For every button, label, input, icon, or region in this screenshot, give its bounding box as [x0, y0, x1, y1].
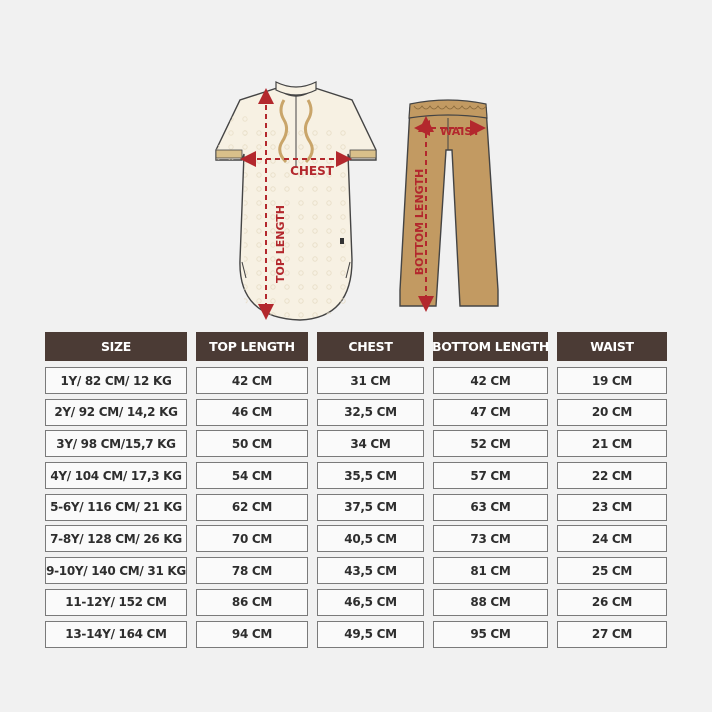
top-length-cell: 86 CM — [196, 589, 308, 616]
waist-cell: 22 CM — [557, 462, 667, 489]
top-length-cell: 78 CM — [196, 557, 308, 584]
top-length-label: TOP LENGTH — [274, 204, 287, 284]
size-cell: 2Y/ 92 CM/ 14,2 KG — [45, 399, 187, 426]
top-length-cell: 54 CM — [196, 462, 308, 489]
table-row — [45, 462, 667, 489]
table-header-row — [45, 332, 667, 361]
shirt-icon — [216, 82, 376, 320]
waist-cell: 20 CM — [557, 399, 667, 426]
bottom-length-cell: 42 CM — [433, 367, 548, 394]
table-row — [45, 589, 667, 616]
size-cell: 11-12Y/ 152 CM — [45, 589, 187, 616]
chest-cell: 34 CM — [317, 430, 424, 457]
size-cell: 3Y/ 98 CM/15,7 KG — [45, 430, 187, 457]
bottom-length-cell: 73 CM — [433, 525, 548, 552]
size-cell: 1Y/ 82 CM/ 12 KG — [45, 367, 187, 394]
top-length-cell: 46 CM — [196, 399, 308, 426]
chest-cell: 32,5 CM — [317, 399, 424, 426]
top-length-cell: 94 CM — [196, 621, 308, 648]
header-size: SIZE — [45, 332, 187, 361]
bottom-length-cell: 57 CM — [433, 462, 548, 489]
table-row — [45, 494, 667, 521]
top-length-cell: 70 CM — [196, 525, 308, 552]
measurement-diagram — [0, 0, 712, 330]
bottom-length-cell: 52 CM — [433, 430, 548, 457]
chest-cell: 49,5 CM — [317, 621, 424, 648]
header-chest: CHEST — [317, 332, 424, 361]
waist-cell: 21 CM — [557, 430, 667, 457]
table-row — [45, 621, 667, 648]
chest-cell: 40,5 CM — [317, 525, 424, 552]
bottom-length-label: BOTTOM LENGTH — [413, 168, 426, 276]
waist-cell: 19 CM — [557, 367, 667, 394]
top-length-cell: 42 CM — [196, 367, 308, 394]
size-cell: 5-6Y/ 116 CM/ 21 KG — [45, 494, 187, 521]
size-cell: 4Y/ 104 CM/ 17,3 KG — [45, 462, 187, 489]
waist-cell: 26 CM — [557, 589, 667, 616]
top-length-cell: 50 CM — [196, 430, 308, 457]
size-chart-table — [45, 332, 667, 652]
chest-cell: 43,5 CM — [317, 557, 424, 584]
waist-cell: 24 CM — [557, 525, 667, 552]
chest-cell: 37,5 CM — [317, 494, 424, 521]
waist-cell: 23 CM — [557, 494, 667, 521]
chest-cell: 35,5 CM — [317, 462, 424, 489]
table-row — [45, 557, 667, 584]
top-length-cell: 62 CM — [196, 494, 308, 521]
table-row — [45, 399, 667, 426]
chest-label: CHEST — [290, 164, 334, 178]
bottom-length-cell: 88 CM — [433, 589, 548, 616]
size-cell: 13-14Y/ 164 CM — [45, 621, 187, 648]
bottom-length-cell: 47 CM — [433, 399, 548, 426]
header-waist: WAIST — [557, 332, 667, 361]
header-bottom-length: BOTTOM LENGTH — [433, 332, 548, 361]
chest-cell: 46,5 CM — [317, 589, 424, 616]
waist-cell: 25 CM — [557, 557, 667, 584]
chest-cell: 31 CM — [317, 367, 424, 394]
bottom-length-cell: 81 CM — [433, 557, 548, 584]
table-row — [45, 367, 667, 394]
header-top-length: TOP LENGTH — [196, 332, 308, 361]
size-cell: 9-10Y/ 140 CM/ 31 KG — [45, 557, 187, 584]
garment-illustration — [0, 0, 712, 330]
waist-label: WAIST — [440, 125, 480, 138]
bottom-length-cell: 63 CM — [433, 494, 548, 521]
waist-cell: 27 CM — [557, 621, 667, 648]
size-cell: 7-8Y/ 128 CM/ 26 KG — [45, 525, 187, 552]
table-row — [45, 525, 667, 552]
bottom-length-cell: 95 CM — [433, 621, 548, 648]
table-row — [45, 430, 667, 457]
